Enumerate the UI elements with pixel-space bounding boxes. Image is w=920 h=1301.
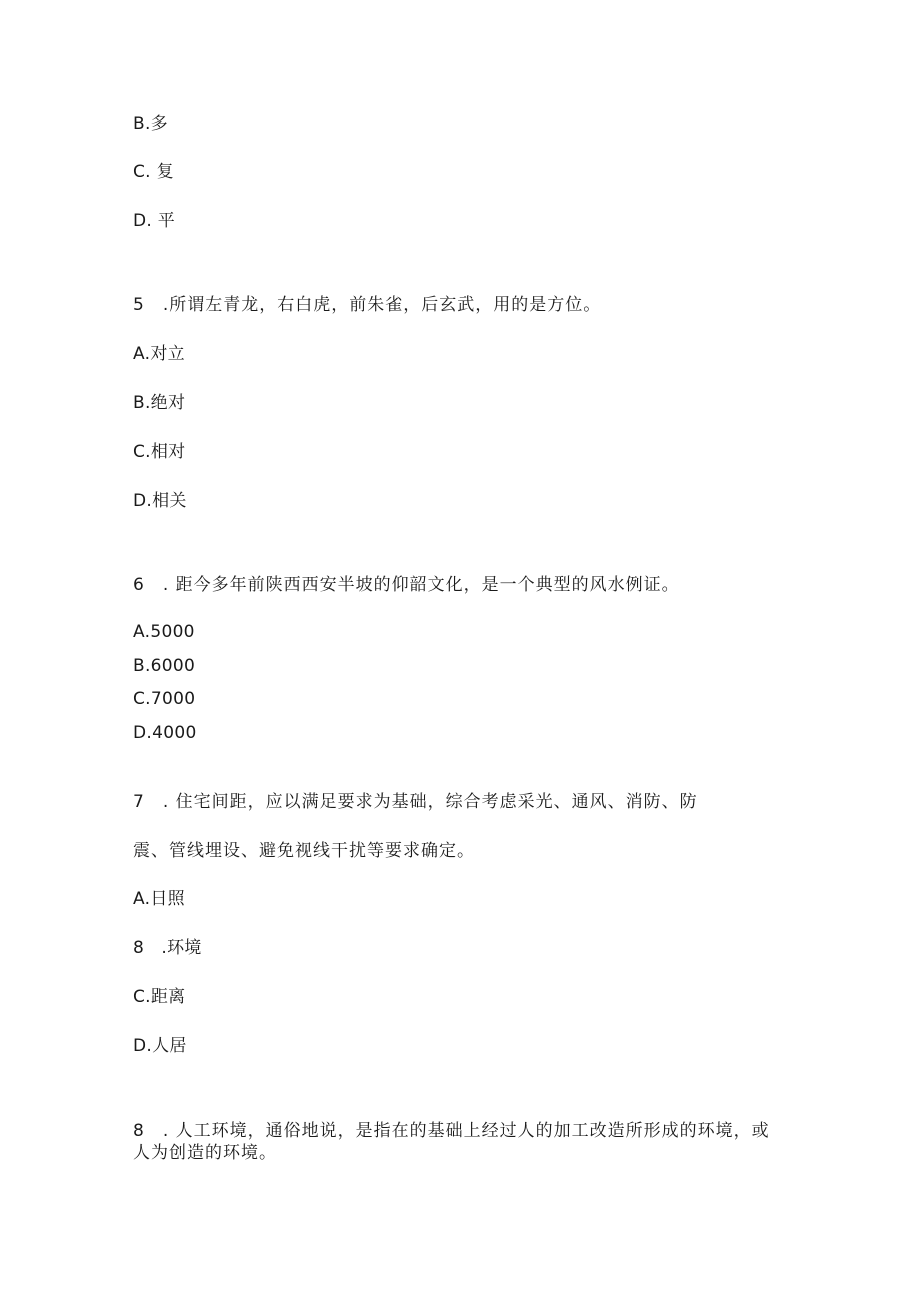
q7-stem-line1: 7 . 住宅间距，应以满足要求为基础，综合考虑采光、通风、消防、防 bbox=[133, 792, 698, 812]
q7-option-d: D.人居 bbox=[133, 1036, 187, 1056]
q5-option-a: A.对立 bbox=[133, 344, 185, 364]
q7-option-a: A.日照 bbox=[133, 889, 185, 909]
q6-option-c: C.7000 bbox=[133, 689, 196, 709]
q6-option-b: B.6000 bbox=[133, 656, 196, 676]
q4-option-d: D. 平 bbox=[133, 211, 176, 231]
q5-option-b: B.绝对 bbox=[133, 393, 186, 413]
q5-option-d: D.相关 bbox=[133, 491, 187, 511]
q8-stem-line1: 8 . 人工环境，通俗地说，是指在的基础上经过人的加工改造所形成的环境，或 bbox=[133, 1121, 770, 1141]
q4-option-b: B.多 bbox=[133, 114, 168, 134]
q5-option-c: C.相对 bbox=[133, 442, 186, 462]
q6-stem: 6 . 距今多年前陕西西安半坡的仰韶文化，是一个典型的风水例证。 bbox=[133, 575, 680, 595]
q4-option-c: C. 复 bbox=[133, 162, 174, 182]
q8-stem-line2: 人为创造的环境。 bbox=[133, 1143, 277, 1163]
q7-stem-line2: 震、管线埋设、避免视线干扰等要求确定。 bbox=[133, 841, 475, 861]
q7-option-c: C.距离 bbox=[133, 987, 186, 1007]
q6-option-d: D.4000 bbox=[133, 723, 197, 743]
q7-option-b: 8 .环境 bbox=[133, 938, 202, 958]
q5-stem: 5 .所谓左青龙，右白虎，前朱雀，后玄武，用的是方位。 bbox=[133, 295, 602, 315]
q6-option-a: A.5000 bbox=[133, 622, 195, 642]
